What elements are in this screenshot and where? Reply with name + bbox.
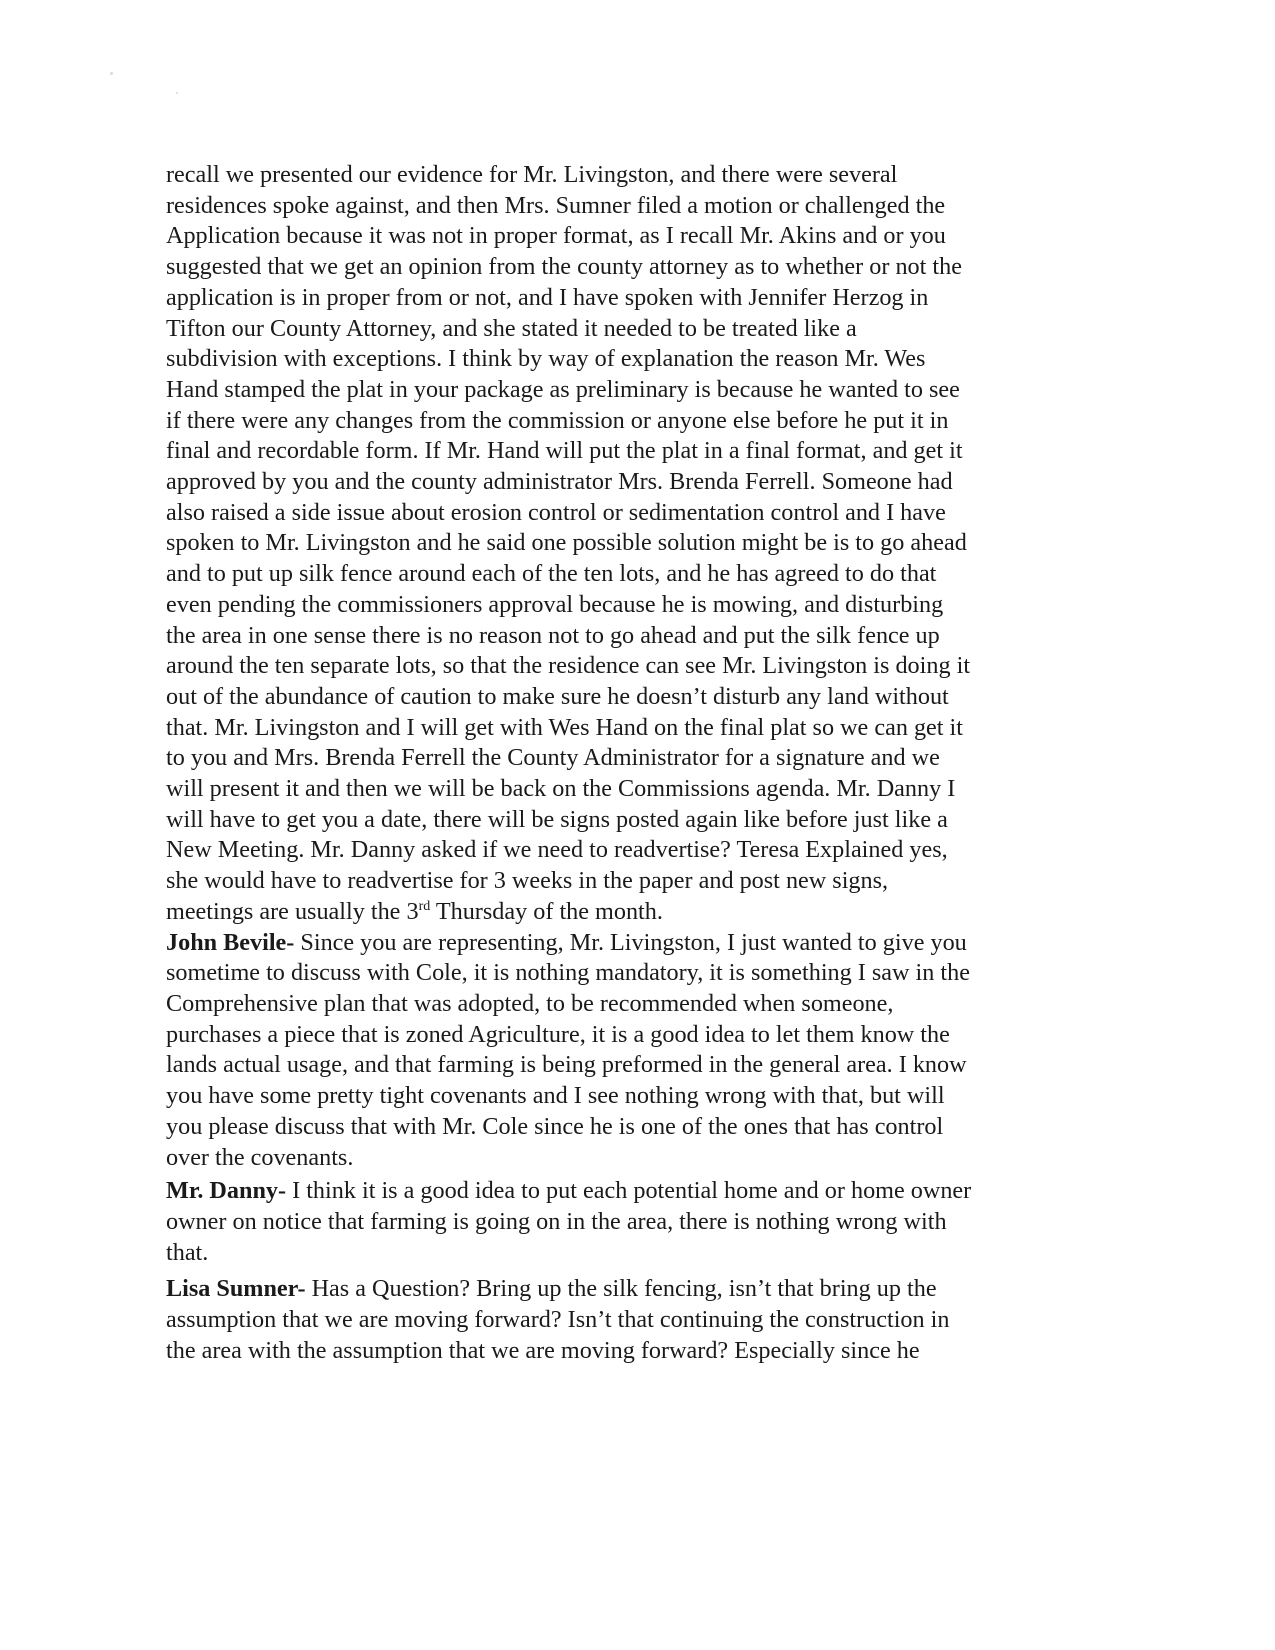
text-fragment: Has a Question? Bring up the silk fencing, isn’t that bring up the [305,1275,937,1303]
text-line: if there were any changes from the commission or anyone else before he put it in [166,406,949,434]
text-fragment: I think it is a good idea to put each potential home and or home owner [286,1177,972,1205]
ordinal-suffix: rd [418,898,431,914]
paragraph-john-bevile [166,928,1066,1174]
text-line: and to put up silk fence around each of the ten lots, and he has agreed to do that [166,560,937,588]
text-line: spoken to Mr. Livingston and he said one possible solution might be is to go ahead [166,529,967,557]
text-line: Hand stamped the plat in your package as preliminary is because he wanted to see [166,375,960,403]
speaker-name: Lisa Sumner- [166,1275,306,1303]
text-line: suggested that we get an opinion from the county attorney as to whether or not the [166,253,962,281]
text-line: you please discuss that with Mr. Cole since he is one of the ones that has control [166,1112,944,1140]
text-line: also raised a side issue about erosion control or sedimentation control and I have [166,498,946,526]
document-body [166,160,1066,1366]
text-fragment: Since you are representing, Mr. Livingston, I just wanted to give you [294,928,967,956]
scan-speck [176,92,178,94]
text-line: lands actual usage, and that farming is being preformed in the general area. I know [166,1051,967,1079]
text-line: application is in proper from or not, and I have spoken with Jennifer Herzog in [166,283,929,311]
text-line: recall we presented our evidence for Mr. Livingston, and there were several [166,161,898,188]
text-line: out of the abundance of caution to make sure he doesn’t disturb any land without [166,682,949,710]
text-line: she would have to readvertise for 3 weeks in the paper and post new signs, [166,867,889,895]
text-line [166,1176,1066,1207]
text-line: Application because it was not in proper format, as I recall Mr. Akins and or you [166,222,946,250]
text-line: subdivision with exceptions. I think by way of explanation the reason Mr. Wes [166,345,926,373]
text-line [166,928,1066,959]
text-line: you have some pretty tight covenants and I see nothing wrong with that, but will [166,1082,945,1110]
text-line: that. Mr. Livingston and I will get with Wes Hand on the final plat so we can get it [166,713,963,741]
text-line: New Meeting. Mr. Danny asked if we need to readvertise? Teresa Explained yes, [166,836,948,864]
text-line: over the covenants. [166,1143,354,1171]
text-line: Tifton our County Attorney, and she stated it needed to be treated like a [166,314,857,342]
text-fragment: meetings are usually the 3 [166,897,419,925]
text-line: will present it and then we will be back on the Commissions agenda. Mr. Danny I [166,775,956,803]
speaker-name: Mr. Danny- [166,1177,287,1205]
text-line: Comprehensive plan that was adopted, to be recommended when someone, [166,989,894,1017]
paragraph-attorney-statement [166,160,1066,928]
text-line: that. [166,1238,209,1266]
speaker-name: John Bevile- [166,928,295,956]
text-line: owner on notice that farming is going on in the area, there is nothing wrong with [166,1207,947,1235]
text-line: to you and Mrs. Brenda Ferrell the County Administrator for a signature and we [166,744,940,772]
paragraph-mr-danny [166,1176,1066,1268]
text-line: will have to get you a date, there will be signs posted again like before just like a [166,805,948,833]
text-line: purchases a piece that is zoned Agriculture, it is a good idea to let them know the [166,1020,950,1048]
text-line: sometime to discuss with Cole, it is nothing mandatory, it is something I saw in the [166,959,970,987]
text-line: final and recordable form. If Mr. Hand will put the plat in a final format, and get it [166,437,963,465]
text-line [166,897,1066,928]
text-line: even pending the commissioners approval because he is mowing, and disturbing [166,590,944,618]
scan-speck [110,72,113,75]
text-fragment: Thursday of the month. [430,897,663,925]
text-line: approved by you and the county administrator Mrs. Brenda Ferrell. Someone had [166,468,953,496]
text-line: assumption that we are moving forward? Isn’t that continuing the construction in [166,1306,950,1334]
paragraph-lisa-sumner [166,1274,1066,1366]
text-line: around the ten separate lots, so that the residence can see Mr. Livingston is doing it [166,652,971,680]
text-line [166,1274,1066,1305]
text-line: residences spoke against, and then Mrs. Sumner filed a motion or challenged the [166,191,946,219]
text-line: the area with the assumption that we are moving forward? Especially since he [166,1336,920,1364]
text-line: the area in one sense there is no reason not to go ahead and put the silk fence up [166,621,940,649]
